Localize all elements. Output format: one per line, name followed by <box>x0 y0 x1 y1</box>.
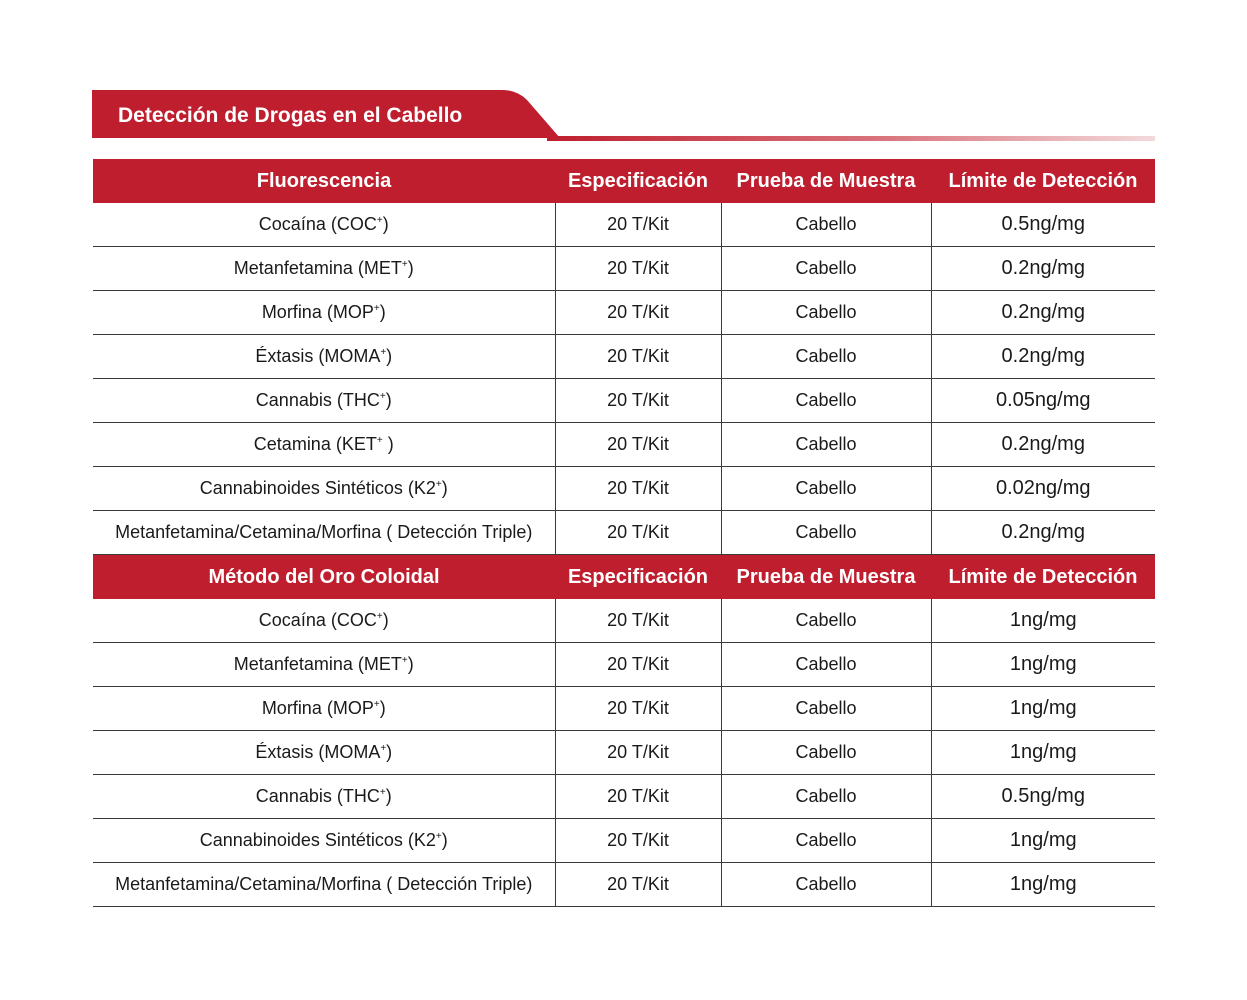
drug-sup-mark: + <box>379 787 386 798</box>
specification-cell: 20 T/Kit <box>555 819 721 863</box>
limit-cell: 1ng/mg <box>931 819 1155 863</box>
limit-cell: 1ng/mg <box>931 643 1155 687</box>
drug-name-cell <box>93 819 555 863</box>
drug-close: ) <box>441 478 448 498</box>
sample-cell: Cabello <box>721 643 931 687</box>
limit-header: Límite de Detección <box>931 555 1155 600</box>
sample-header: Prueba de Muestra <box>721 555 931 600</box>
specification-header: Especificación <box>555 555 721 600</box>
sample-cell: Cabello <box>721 863 931 907</box>
drug-name-cell <box>93 423 555 467</box>
sample-cell: Cabello <box>721 599 931 643</box>
detection-table <box>93 159 1155 907</box>
drug-sup-mark: + <box>379 391 386 402</box>
drug-name: Metanfetamina/Cetamina/Morfina ( Detección Triple) <box>115 522 533 542</box>
drug-name: Morfina (MOP <box>261 698 374 718</box>
table-row <box>93 291 1155 335</box>
drug-name-cell <box>93 291 555 335</box>
method-header: Método del Oro Coloidal <box>93 555 555 600</box>
drug-name: Cocaína (COC <box>258 610 377 630</box>
sample-cell: Cabello <box>721 819 931 863</box>
drug-name: Cannabis (THC <box>255 390 380 410</box>
drug-sup-mark: + <box>376 611 383 622</box>
table-row <box>93 379 1155 423</box>
specification-cell: 20 T/Kit <box>555 467 721 511</box>
drug-sup-mark: + <box>376 435 383 446</box>
drug-name-cell <box>93 379 555 423</box>
drug-name-cell <box>93 863 555 907</box>
limit-cell: 0.2ng/mg <box>931 247 1155 291</box>
specification-cell: 20 T/Kit <box>555 247 721 291</box>
drug-name: Metanfetamina (MET <box>233 654 402 674</box>
drug-close: ) <box>379 698 386 718</box>
specification-cell: 20 T/Kit <box>555 687 721 731</box>
drug-name: Cannabinoides Sintéticos (K2 <box>199 830 436 850</box>
sample-cell: Cabello <box>721 335 931 379</box>
drug-name-cell <box>93 775 555 819</box>
specification-cell: 20 T/Kit <box>555 379 721 423</box>
table-row <box>93 511 1155 555</box>
drug-name: Morfina (MOP <box>261 302 374 322</box>
table-row <box>93 467 1155 511</box>
table-body <box>93 159 1155 907</box>
table-row <box>93 423 1155 467</box>
drug-close: ) <box>386 742 393 762</box>
table-row <box>93 599 1155 643</box>
drug-name-cell <box>93 335 555 379</box>
drug-name-cell <box>93 731 555 775</box>
table-row <box>93 819 1155 863</box>
limit-cell: 1ng/mg <box>931 687 1155 731</box>
drug-close: ) <box>385 786 392 806</box>
table-row <box>93 247 1155 291</box>
drug-name: Cannabis (THC <box>255 786 380 806</box>
drug-name: Cannabinoides Sintéticos (K2 <box>199 478 436 498</box>
sample-cell: Cabello <box>721 247 931 291</box>
drug-name: Éxtasis (MOMA <box>255 742 381 762</box>
table-row <box>93 203 1155 247</box>
table-row <box>93 731 1155 775</box>
limit-cell: 0.2ng/mg <box>931 335 1155 379</box>
sample-cell: Cabello <box>721 203 931 247</box>
drug-sup-mark: + <box>435 479 442 490</box>
specification-header: Especificación <box>555 159 721 203</box>
section-header-row <box>93 555 1155 600</box>
limit-cell: 0.02ng/mg <box>931 467 1155 511</box>
drug-close: ) <box>385 390 392 410</box>
limit-cell: 0.05ng/mg <box>931 379 1155 423</box>
limit-cell: 1ng/mg <box>931 863 1155 907</box>
drug-close: ) <box>386 346 393 366</box>
drug-sup-mark: + <box>373 699 380 710</box>
sample-cell: Cabello <box>721 731 931 775</box>
sample-cell: Cabello <box>721 687 931 731</box>
limit-cell: 1ng/mg <box>931 599 1155 643</box>
drug-name-cell <box>93 467 555 511</box>
drug-sup-mark: + <box>376 215 383 226</box>
drug-close: ) <box>407 654 414 674</box>
drug-close: ) <box>379 302 386 322</box>
specification-cell: 20 T/Kit <box>555 203 721 247</box>
sample-cell: Cabello <box>721 291 931 335</box>
sample-header: Prueba de Muestra <box>721 159 931 203</box>
drug-name: Cocaína (COC <box>258 214 377 234</box>
specification-cell: 20 T/Kit <box>555 335 721 379</box>
drug-close: ) <box>441 830 448 850</box>
drug-name-cell <box>93 247 555 291</box>
drug-name: Éxtasis (MOMA <box>255 346 381 366</box>
drug-name-cell <box>93 643 555 687</box>
drug-close: ) <box>382 610 389 630</box>
sample-cell: Cabello <box>721 775 931 819</box>
specification-cell: 20 T/Kit <box>555 511 721 555</box>
drug-name-cell <box>93 687 555 731</box>
page-title: Detección de Drogas en el Cabello <box>118 104 463 127</box>
limit-cell: 0.2ng/mg <box>931 423 1155 467</box>
method-header: Fluorescencia <box>93 159 555 203</box>
table-row <box>93 335 1155 379</box>
sample-cell: Cabello <box>721 467 931 511</box>
banner-underline <box>547 136 1155 141</box>
drug-name-cell <box>93 511 555 555</box>
table-row <box>93 775 1155 819</box>
drug-sup-mark: + <box>401 655 408 666</box>
limit-cell: 0.2ng/mg <box>931 291 1155 335</box>
drug-sup-mark: + <box>373 303 380 314</box>
sample-cell: Cabello <box>721 379 931 423</box>
limit-cell: 0.2ng/mg <box>931 511 1155 555</box>
title-banner <box>92 90 1155 142</box>
specification-cell: 20 T/Kit <box>555 643 721 687</box>
drug-sup-mark: + <box>435 831 442 842</box>
drug-close: ) <box>407 258 414 278</box>
drug-name-cell <box>93 599 555 643</box>
sample-cell: Cabello <box>721 511 931 555</box>
table-row <box>93 687 1155 731</box>
specification-cell: 20 T/Kit <box>555 863 721 907</box>
limit-cell: 1ng/mg <box>931 731 1155 775</box>
table-row <box>93 863 1155 907</box>
sample-cell: Cabello <box>721 423 931 467</box>
specification-cell: 20 T/Kit <box>555 775 721 819</box>
limit-cell: 0.5ng/mg <box>931 775 1155 819</box>
specification-cell: 20 T/Kit <box>555 731 721 775</box>
specification-cell: 20 T/Kit <box>555 599 721 643</box>
drug-close: ) <box>382 434 394 454</box>
table-row <box>93 643 1155 687</box>
drug-close: ) <box>382 214 389 234</box>
drug-name-cell <box>93 203 555 247</box>
limit-cell: 0.5ng/mg <box>931 203 1155 247</box>
drug-name: Metanfetamina (MET <box>233 258 402 278</box>
drug-sup-mark: + <box>380 743 387 754</box>
drug-name: Metanfetamina/Cetamina/Morfina ( Detección Triple) <box>115 874 533 894</box>
drug-sup-mark: + <box>380 347 387 358</box>
limit-header: Límite de Detección <box>931 159 1155 203</box>
specification-cell: 20 T/Kit <box>555 291 721 335</box>
drug-sup-mark: + <box>401 259 408 270</box>
drug-name: Cetamina (KET <box>253 434 377 454</box>
section-header-row <box>93 159 1155 203</box>
specification-cell: 20 T/Kit <box>555 423 721 467</box>
